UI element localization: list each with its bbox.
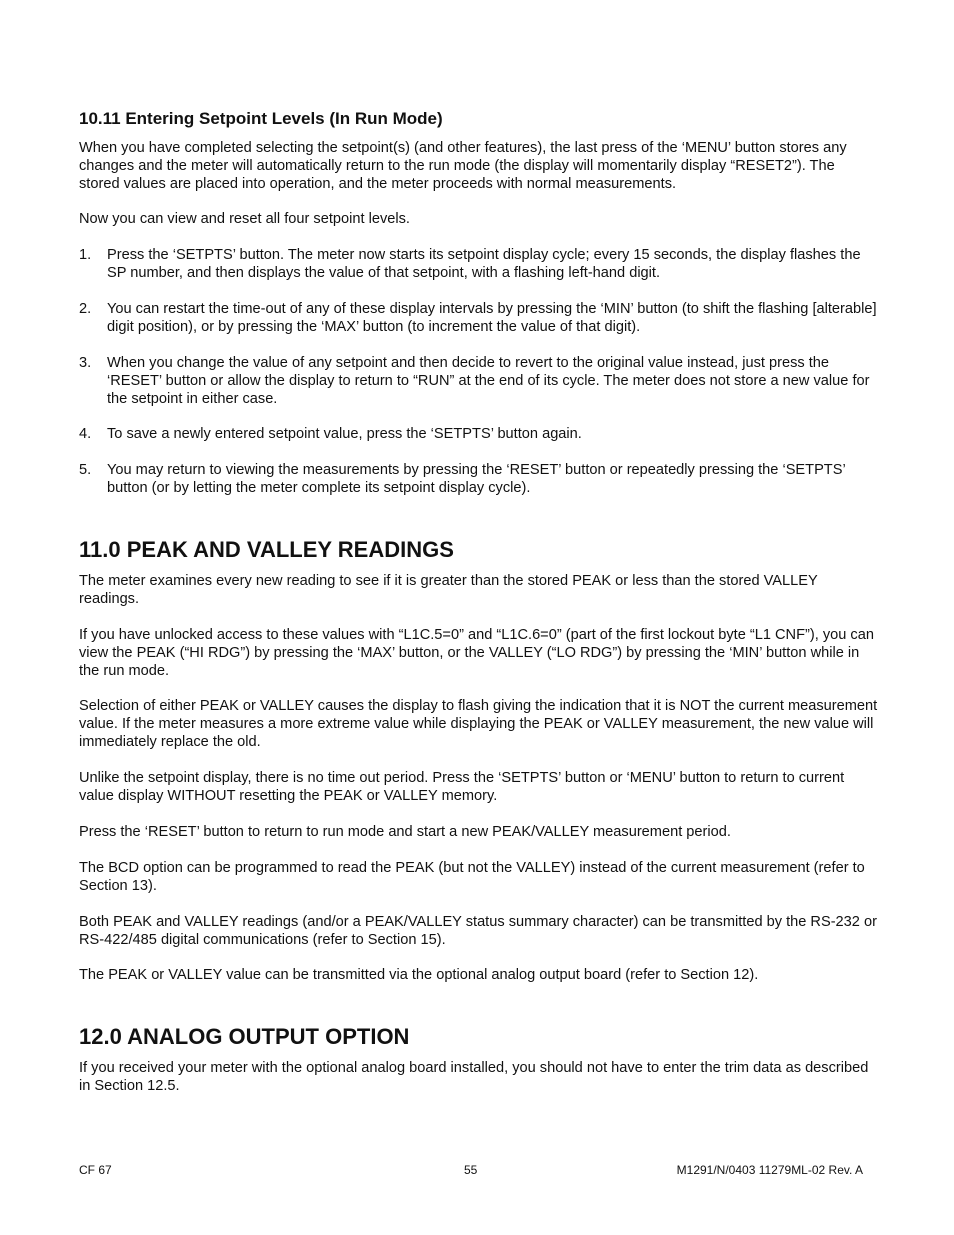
footer-right: M1291/N/0403 11279ML-02 Rev. A	[676, 1163, 863, 1177]
list-item-text: You may return to viewing the measurements by pressing the ‘RESET’ button or repeatedly pressing the ‘SETPTS’ button (or by letting the meter complete its setpoint display cycle).	[107, 462, 846, 496]
list-item-text: When you change the value of any setpoint and then decide to revert to the original value instead, just press the ‘RESET’ button or allow the display to return to “RUN” at the end of its cycle. The meter does not store a new value for the setpoint in either case.	[107, 355, 870, 407]
list-item-number: 2.	[79, 301, 92, 317]
section-11-paragraph: The PEAK or VALLEY value can be transmitted via the optional analog output board (refer to Section 12).	[79, 967, 759, 983]
section-11-paragraph: Unlike the setpoint display, there is no time out period. Press the ‘SETPTS’ button or ‘MENU’ button to return to current value display WITHOUT resetting the PEAK or VALLEY memory.	[79, 770, 845, 804]
list-item-number: 4.	[79, 426, 92, 442]
section-11-paragraph: If you have unlocked access to these values with “L1C.5=0” and “L1C.6=0” (part of the first lockout byte “L1 CNF”), you can view the PEAK (“HI RDG”) by pressing the ‘MAX’ button, or the VALLEY (“LO RDG”) by pressing the ‘MIN’ button while in the run mode.	[79, 627, 874, 679]
section-11-paragraph: Press the ‘RESET’ button to return to run mode and start a new PEAK/VALLEY measurement period.	[79, 824, 731, 840]
section-12-heading: 12.0 ANALOG OUTPUT OPTION	[79, 1024, 410, 1049]
section-11-paragraph: Both PEAK and VALLEY readings (and/or a PEAK/VALLEY status summary character) can be transmitted by the RS-232 or RS-422/485 digital communications (refer to Section 15).	[79, 914, 877, 948]
section-11-paragraph: The meter examines every new reading to see if it is greater than the stored PEAK or less than the stored VALLEY readings.	[79, 573, 818, 607]
list-item-text: Press the ‘SETPTS’ button. The meter now starts its setpoint display cycle; every 15 seconds, the display flashes the SP number, and then displays the value of that setpoint, with a flashing left-hand digit.	[107, 247, 861, 281]
list-item-number: 1.	[79, 247, 92, 263]
section-11-paragraph: Selection of either PEAK or VALLEY causes the display to flash giving the indication that it is NOT the current measurement value. If the meter measures a more extreme value while displaying the PEAK or VALLEY measurement, the new value will immediately replace the old.	[79, 698, 878, 750]
list-item-number: 5.	[79, 462, 92, 478]
section-10-11-paragraph-2: Now you can view and reset all four setpoint levels.	[79, 211, 410, 227]
list-item-text: You can restart the time-out of any of these display intervals by pressing the ‘MIN’ button (to shift the flashing [alterable] digit position), or by pressing the ‘MAX’ button (to increment the value of that digit).	[107, 301, 877, 335]
section-10-11-heading: 10.11 Entering Setpoint Levels (In Run Mode)	[79, 109, 443, 128]
section-10-11-paragraph-1: When you have completed selecting the setpoint(s) (and other features), the last press of the ‘MENU’ button stores any changes and the meter will automatically return to the run mode (the display will momentarily display “RESET2”). The stored values are placed into operation, and the meter proceeds with normal measurements.	[79, 140, 847, 192]
list-item-text: To save a newly entered setpoint value, press the ‘SETPTS’ button again.	[107, 426, 582, 442]
list-item-number: 3.	[79, 355, 92, 371]
section-12-paragraph: If you received your meter with the optional analog board installed, you should not have to enter the trim data as described in Section 12.5.	[79, 1060, 869, 1094]
section-11-heading: 11.0 PEAK AND VALLEY READINGS	[79, 537, 454, 562]
footer-left: CF 67	[79, 1163, 112, 1177]
section-11-paragraph: The BCD option can be programmed to read the PEAK (but not the VALLEY) instead of the current measurement (refer to Section 13).	[79, 860, 865, 894]
page-number: 55	[464, 1163, 478, 1177]
